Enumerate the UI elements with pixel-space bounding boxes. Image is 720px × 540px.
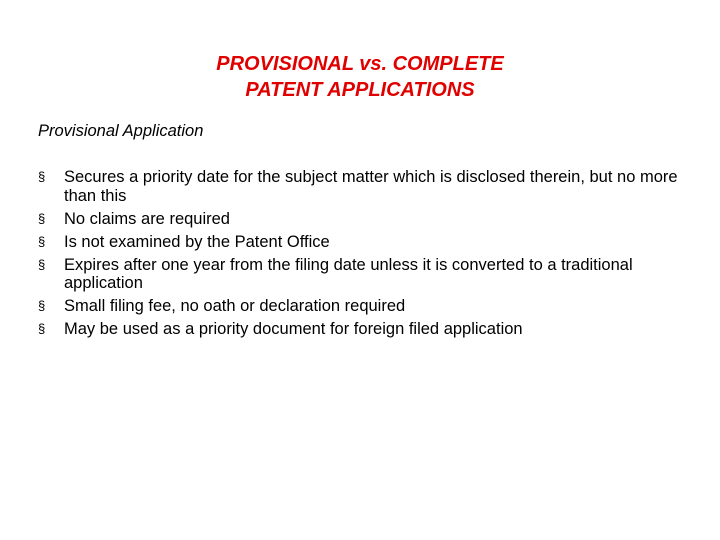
bullet-icon: §	[38, 210, 46, 226]
bullet-text: Secures a priority date for the subject matter which is disclosed therein, but no more than this	[64, 168, 678, 205]
bullet-text: Expires after one year from the filing date unless it is converted to a traditional application	[64, 255, 633, 292]
bullet-text: Is not examined by the Patent Office	[64, 232, 330, 251]
bullet-item	[38, 297, 678, 316]
bullet-icon: §	[38, 169, 46, 184]
slide-title	[0, 51, 720, 103]
bullet-icon: §	[38, 321, 46, 336]
title-line-2: PATENT APPLICATIONS	[245, 79, 475, 102]
bullet-item	[38, 233, 678, 252]
bullet-item	[38, 320, 678, 339]
bullet-item	[38, 168, 678, 205]
bullet-list	[38, 168, 678, 343]
title-line-1: PROVISIONAL vs. COMPLETE	[216, 53, 504, 76]
section-heading: Provisional Application	[38, 122, 204, 140]
bullet-text: May be used as a priority document for foreign filed application	[64, 320, 523, 338]
bullet-item	[38, 210, 678, 229]
bullet-icon: §	[38, 233, 46, 249]
bullet-item	[38, 256, 678, 293]
bullet-text: No claims are required	[64, 209, 230, 228]
bullet-icon: §	[38, 256, 46, 272]
bullet-icon: §	[38, 298, 46, 313]
bullet-text: Small filing fee, no oath or declaration required	[64, 297, 406, 315]
